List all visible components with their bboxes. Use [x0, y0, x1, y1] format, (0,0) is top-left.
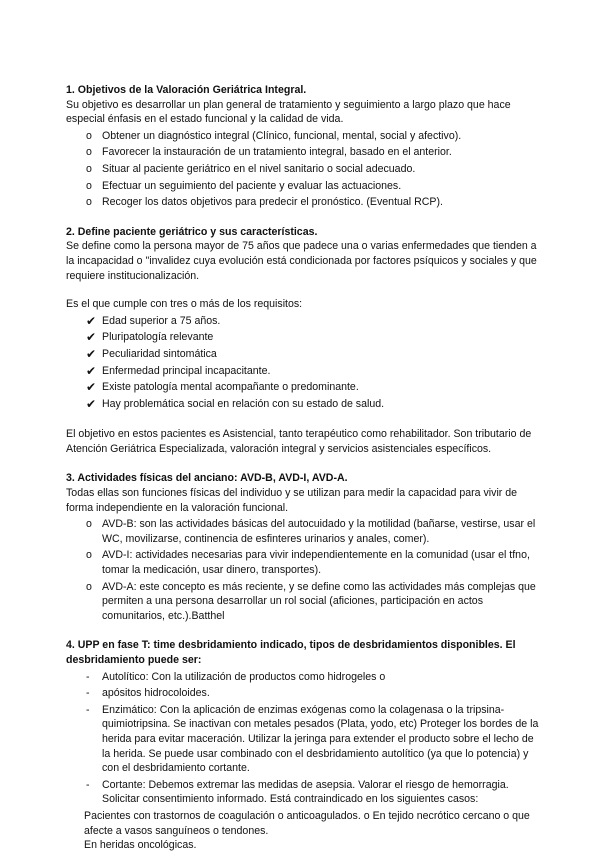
circle-bullet-icon: o	[86, 179, 92, 192]
list-item-text: Situar al paciente geriátrico en el nivel sanitario o social adecuado.	[102, 162, 416, 175]
list-item	[66, 347, 544, 362]
bullet-list	[66, 517, 544, 623]
list-item-text: Recoger los datos objetivos para predecir el pronóstico. (Eventual RCP).	[102, 196, 443, 209]
list-item	[66, 670, 544, 685]
list-item-text: Pluripatología relevante	[102, 331, 214, 344]
list-item-text: Cortante: Debemos extremar las medidas de asepsia. Valorar el riesgo de hemorragia. Solicitar consentimiento informado. Está contraindicado en los siguientes casos:	[102, 778, 509, 806]
list-item	[66, 548, 544, 577]
circle-bullet-icon: o	[86, 129, 92, 142]
section-intro: Su objetivo es desarrollar un plan general de tratamiento y seguimiento a largo plazo que hace especial énfasis en el estado funcional y la calidad de vida.	[66, 98, 511, 126]
requirements-intro: Es el que cumple con tres o más de los requisitos:	[66, 298, 303, 311]
section-geriatric-patient	[66, 225, 544, 457]
list-item-text: AVD-A: este concepto es más reciente, y se define como las actividades más complejas que permiten a una persona desarrollar un rol social (aficiones, participación en actos comunitarios, etc.).Batthel	[102, 580, 536, 622]
section-upp-debridement	[66, 638, 544, 852]
list-item-text: Favorecer la instauración de un tratamiento integral, basado en el anterior.	[102, 146, 452, 159]
list-item	[66, 162, 544, 177]
dash-bullet-icon: -	[86, 703, 90, 716]
circle-bullet-icon: o	[86, 549, 92, 562]
list-item-text: Peculiaridad sintomática	[102, 347, 217, 360]
list-item	[66, 179, 544, 194]
list-item	[66, 364, 544, 379]
list-item	[66, 195, 544, 210]
list-item-text: Hay problemática social en relación con su estado de salud.	[102, 397, 385, 410]
list-item-text: Efectuar un seguimiento del paciente y evaluar las actuaciones.	[102, 179, 402, 192]
dash-bullet-icon: -	[86, 778, 90, 791]
circle-bullet-icon: o	[86, 518, 92, 531]
list-item	[66, 129, 544, 144]
section-physical-activities	[66, 471, 544, 623]
list-item-text: AVD-I: actividades necesarias para vivir independientemente en la comunidad (usar el tfno, tomar la medicación, usar dinero, transportes).	[102, 549, 530, 577]
trailing-paragraph: Pacientes con trastornos de coagulación o anticoagulados. o En tejido necrótico cercano o que afecte a vasos sanguíneos o tendones.	[84, 809, 530, 837]
document-content	[66, 83, 544, 868]
list-item-text: AVD-B: son las actividades básicas del autocuidado y la motilidad (bañarse, vestirse, usar el WC, movilizarse, continencia de esfinteres urinarios y anales, comer).	[102, 518, 536, 545]
section-heading: 2. Define paciente geriátrico y sus características.	[66, 225, 318, 238]
list-item	[66, 380, 544, 395]
check-mark-icon: ✔	[86, 363, 97, 378]
check-mark-icon: ✔	[86, 380, 97, 395]
list-item-text: Enfermedad principal incapacitante.	[102, 364, 271, 377]
list-item	[66, 778, 544, 807]
check-mark-icon: ✔	[86, 346, 97, 361]
list-item	[66, 703, 544, 776]
bullet-list	[66, 129, 544, 210]
list-item	[66, 314, 544, 329]
circle-bullet-icon: o	[86, 146, 92, 159]
check-mark-icon: ✔	[86, 396, 97, 411]
circle-bullet-icon: o	[86, 580, 92, 593]
list-item-text: Autolítico: Con la utilización de productos como hidrogeles o	[102, 670, 386, 683]
list-item	[66, 686, 544, 701]
circle-bullet-icon: o	[86, 162, 92, 175]
list-item-text: Existe patología mental acompañante o predominante.	[102, 381, 359, 394]
circle-bullet-icon: o	[86, 196, 92, 209]
list-item-text: apósitos hidrocoloides.	[102, 687, 210, 700]
section-intro: Todas ellas son funciones físicas del individuo y se utilizan para medir la capacidad para vivir de forma independiente en la valoración funcional.	[66, 487, 518, 514]
list-item-text: Edad superior a 75 años.	[102, 314, 221, 327]
list-item	[66, 330, 544, 345]
list-item	[66, 580, 544, 624]
list-item-text: Obtener un diagnóstico integral (Clínico, funcional, mental, social y afectivo).	[102, 129, 462, 142]
section-closing: El objetivo en estos pacientes es Asistencial, tanto terapéutico como rehabilitador. Son tributario de Atención Geriátrica Especializada, valoración integral y servicios asistenciales específicos.	[66, 428, 532, 455]
section-heading: 3. Actividades físicas del anciano: AVD-B, AVD-I, AVD-A.	[66, 472, 348, 485]
section-heading: 4. UPP en fase T: time desbridamiento indicado, tipos de desbridamientos disponibles. El desbridamiento puede ser:	[66, 639, 516, 666]
check-mark-icon: ✔	[86, 330, 97, 345]
list-item	[66, 517, 544, 546]
dash-list	[66, 670, 544, 807]
trailing-paragraph: En heridas oncológicas.	[84, 839, 197, 852]
list-item	[66, 397, 544, 412]
list-item-text: Enzimático: Con la aplicación de enzimas exógenas como la colagenasa o la tripsina-quimiotripsina. Se inactivan con metales pesados (Plata, yodo, etc) Proteger los bordes de la herida para evitar maceración. Utilizar la jeringa para extender el producto sobre el lecho de la herida. Se puede usar combinado con el desbridamiento autolítico (ya que lo potencia) y con el desbridamiento cortante.	[102, 703, 539, 775]
dash-bullet-icon: -	[86, 687, 90, 700]
section-heading: 1. Objetivos de la Valoración Geriátrica Integral.	[66, 84, 307, 96]
section-intro: Se define como la persona mayor de 75 años que padece una o varias enfermedades que tienden a la incapacidad o "invalidez cuya evolución está condicionada por factores psíquicos y sociales y que requiere institucionalización.	[66, 240, 537, 282]
section-objectives	[66, 83, 544, 210]
check-list	[66, 314, 544, 412]
dash-bullet-icon: -	[86, 670, 90, 683]
check-mark-icon: ✔	[86, 313, 97, 328]
list-item	[66, 145, 544, 160]
